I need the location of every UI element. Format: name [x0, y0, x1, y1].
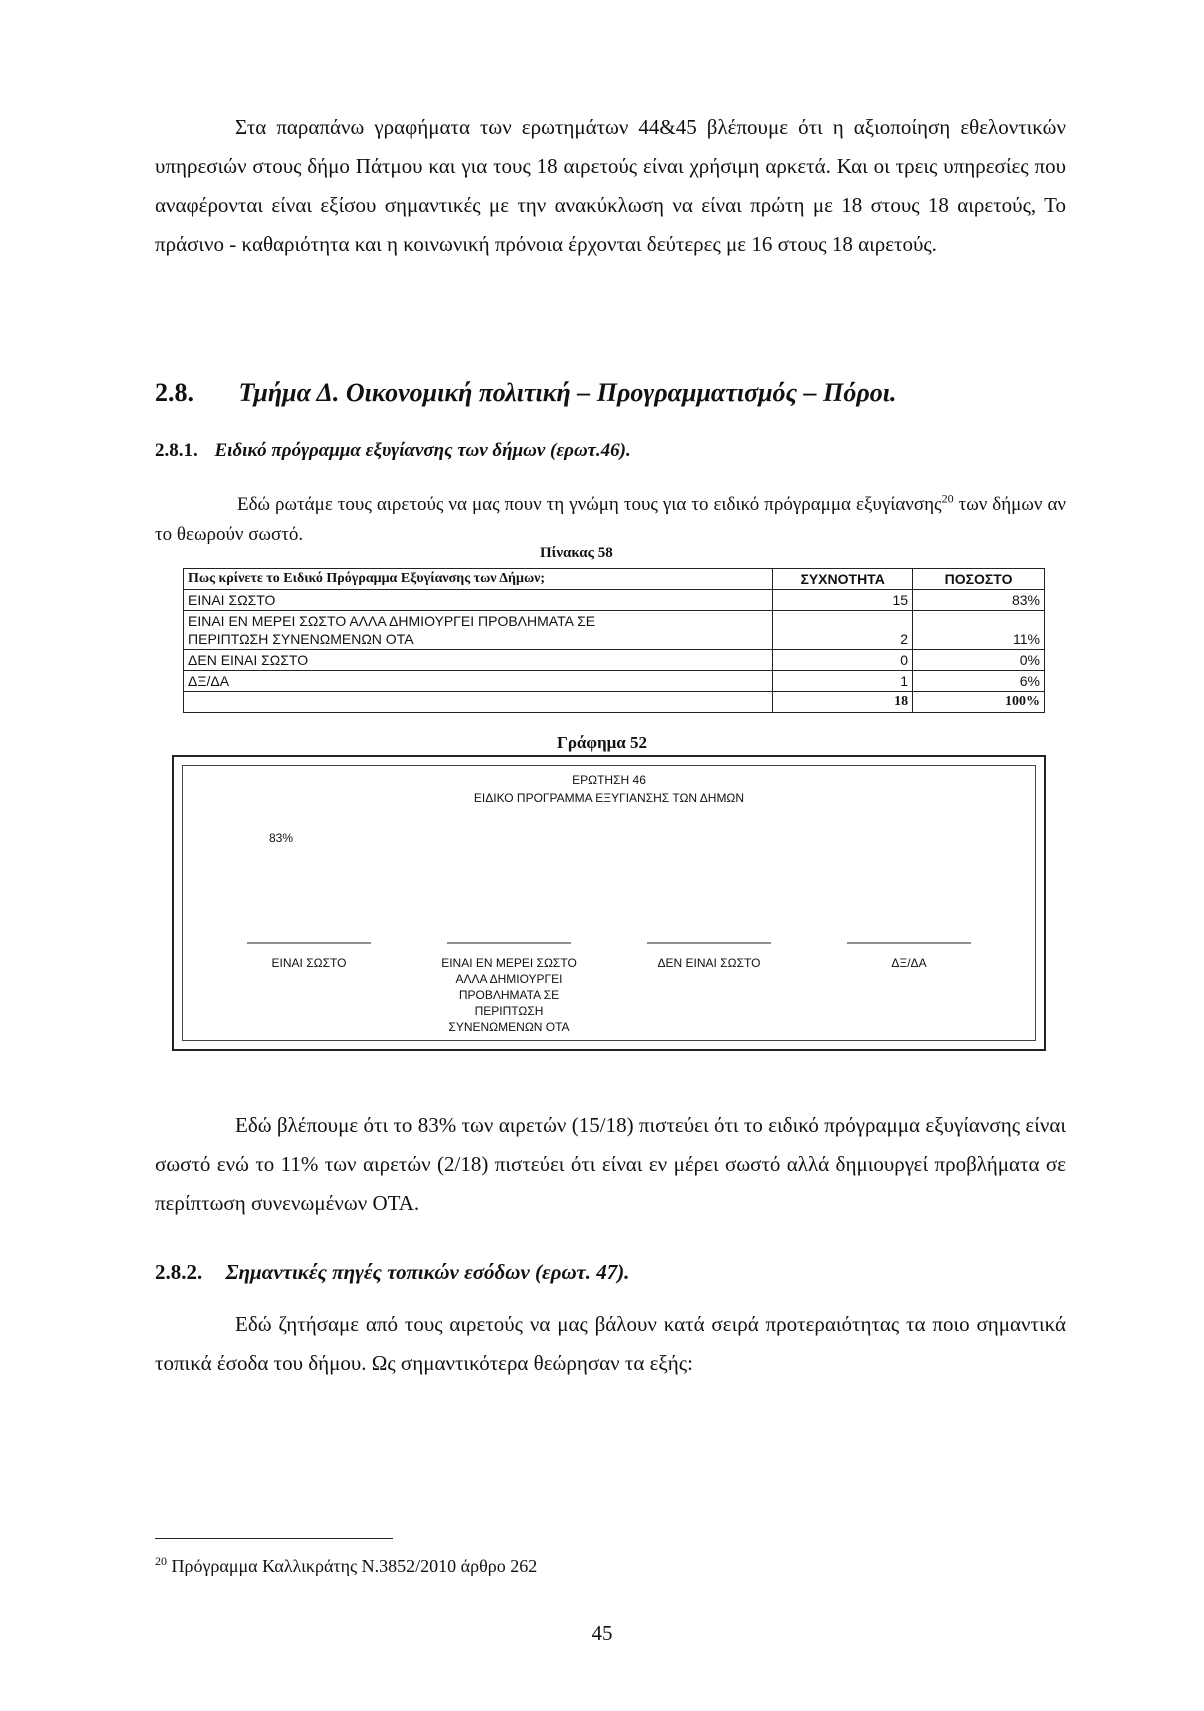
table-row: [184, 650, 1045, 671]
chart-category-label: ΔΕΝ ΕΙΝΑΙ ΣΩΣΤΟ: [657, 956, 761, 970]
chart-category-label: ΕΙΝΑΙ ΣΩΣΤΟ: [271, 956, 347, 970]
chart-category-label: ΠΡΟΒΛΗΜΑΤΑ ΣΕ: [458, 988, 560, 1002]
table-cell-pct: 83%: [913, 590, 1045, 611]
chart-category-label: ΕΙΝΑΙ ΕΝ ΜΕΡΕΙ ΣΩΣΤΟ: [441, 956, 577, 970]
table-cell-freq: 0: [773, 650, 913, 671]
subsection1-text-b: των δήμων αν το θεωρούν σωστό.: [155, 494, 1067, 545]
subsection1-text-a: Εδώ ρωτάμε τους αιρετούς να μας πουν τη γνώμη τους για το ειδικό πρόγραμμα εξυγίανσης: [237, 494, 942, 515]
section-heading: [155, 378, 1066, 408]
table-cell-pct: 0%: [913, 650, 1045, 671]
conclusion-paragraph: Εδώ βλέπουμε ότι το 83% των αιρετών (15/18) πιστεύει ότι το ειδικό πρόγραμμα εξυγίανσης είναι σωστό ενώ το 11% των αιρετών (2/18) πιστεύει ότι είναι εν μέρει σωστό αλλά δημιουργεί προβλήματα σε περίπτωση συνενωμένων ΟΤΑ.: [155, 1113, 1066, 1215]
page-number: 45: [591, 1621, 613, 1645]
table-58: [183, 568, 1045, 713]
chart-bar: [864, 939, 954, 943]
table-cell-freq: 15: [773, 590, 913, 611]
chart-category-label: ΑΛΛΑ ΔΗΜΙΟΥΡΓΕΙ: [455, 972, 563, 986]
footnote-text: Πρόγραμμα Καλλικράτης Ν.3852/2010 άρθρο 262: [167, 1556, 538, 1576]
footnote: [155, 1556, 537, 1577]
chart-category-label: ΠΕΡΙΠΤΩΣΗ: [474, 1004, 544, 1018]
footnote-separator: [155, 1538, 393, 1539]
table-caption: Πίνακας 58: [540, 545, 613, 561]
table-cell-pct: 6%: [913, 671, 1045, 692]
table-cell-freq: 1: [773, 671, 913, 692]
table-cell-label: ΕΙΝΑΙ ΣΩΣΤΟ: [184, 590, 773, 611]
subsection2-title: Σημαντικές πηγές τοπικών εσόδων (ερωτ. 47).: [225, 1260, 630, 1284]
chart-data-label: 83%: [269, 831, 294, 845]
table-header-row: [184, 569, 1045, 590]
intro-paragraph: Στα παραπάνω γραφήματα των ερωτημάτων 44&45 βλέπουμε ότι η αξιοποίηση εθελοντικών υπηρεσιών στους δήμο Πάτμου και για τους 18 αιρετούς είναι χρήσιμη αρκετά. Και οι τρεις υπηρεσίες που αναφέρονται είναι εξίσου σημαντικές με την ανακύκλωση να είναι πρώτη με 18 στους 18 αιρετούς, Το πράσινο - καθαριότητα και η κοινωνική πρόνοια έρχονται δεύτερες με 16 στους 18 αιρετούς.: [155, 115, 1066, 256]
table-cell-freq: 2: [773, 611, 913, 650]
subsection2-number: 2.8.2.: [155, 1260, 203, 1284]
table-row: [184, 671, 1045, 692]
subsection2-text: Εδώ ζητήσαμε από τους αιρετούς να μας βάλουν κατά σειρά προτεραιότητας τα ποιο σημαντικά τοπικά έσοδα του δήμου. Ως σημαντικότερα θεώρησαν τα εξής:: [155, 1312, 1066, 1375]
section-title: Τμήμα Δ. Οικονομική πολιτική – Προγραμματισμός – Πόροι.: [238, 378, 897, 407]
subsection-number: 2.8.1.: [155, 440, 198, 461]
chart-category-label: ΔΞ/ΔΑ: [891, 956, 927, 970]
table-cell-pct: 11%: [913, 611, 1045, 650]
table-row: [184, 611, 1045, 650]
table-header-question: Πως κρίνετε το Ειδικό Πρόγραμμα Εξυγίανσης των Δήμων;: [184, 569, 773, 590]
table-header-percent: ΠΟΣΟΣΤΟ: [913, 569, 1045, 590]
table-cell-empty: [184, 692, 773, 713]
subsection-heading-1: [155, 440, 1066, 462]
chart-svg: [174, 757, 1044, 1049]
chart-bar: [464, 935, 554, 943]
table-cell-total-pct: 100%: [913, 692, 1045, 713]
footnote-ref: 20: [941, 491, 954, 506]
chart-52: [172, 755, 1046, 1051]
table-row: [184, 590, 1045, 611]
chart-title-line1: ΕΡΩΤΗΣΗ 46: [572, 773, 646, 787]
table-cell-label: [184, 611, 773, 650]
table-total-row: [184, 692, 1045, 713]
subsection-title: Ειδικό πρόγραμμα εξυγίανσης των δήμων (ερωτ.46).: [214, 440, 631, 461]
section-number: 2.8.: [155, 378, 194, 407]
table-cell-label: ΔΕΝ ΕΙΝΑΙ ΣΩΣΤΟ: [184, 650, 773, 671]
table-cell-label: ΔΞ/ΔΑ: [184, 671, 773, 692]
table-header-frequency: ΣΥΧΝΟΤΗΤΑ: [773, 569, 913, 590]
footnote-number: 20: [155, 1554, 167, 1568]
table-cell-total-freq: 18: [773, 692, 913, 713]
chart-title-line2: ΕΙΔΙΚΟ ΠΡΟΓΡΑΜΜΑ ΕΞΥΓΙΑΝΣΗΣ ΤΩΝ ΔΗΜΩΝ: [473, 791, 745, 805]
chart-category-label: ΣΥΝΕΝΩΜΕΝΩΝ ΟΤΑ: [448, 1020, 570, 1034]
subsection-heading-2: [155, 1260, 1066, 1285]
chart-caption: Γράφημα 52: [557, 733, 648, 752]
subsection1-text: [155, 490, 1066, 550]
table-cell-label-line2: ΠΕΡΙΠΤΩΣΗ ΣΥΝΕΝΩΜΕΝΩΝ ΟΤΑ: [188, 631, 414, 647]
table-cell-label-line1: ΕΙΝΑΙ ΕΝ ΜΕΡΕΙ ΣΩΣΤΟ ΑΛΛΑ ΔΗΜΙΟΥΡΓΕΙ ΠΡΟΒΛΗΜΑΤΑ ΣΕ: [188, 613, 596, 629]
chart-bar: [264, 885, 354, 943]
